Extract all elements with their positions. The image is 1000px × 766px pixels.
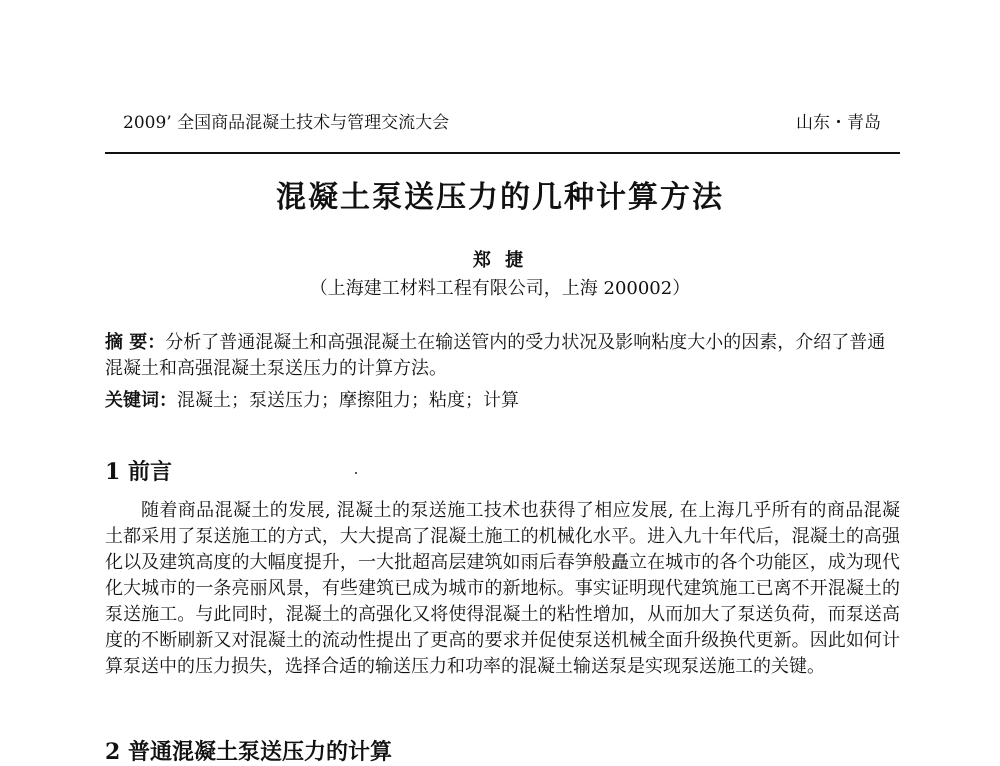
author-name: 郑 捷	[472, 250, 528, 271]
section-1-heading: 1 前言	[105, 459, 172, 485]
article-title: 混凝土泵送压力的几种计算方法	[276, 180, 724, 215]
keywords-label: 关键词：	[105, 390, 177, 411]
abstract	[105, 330, 900, 382]
scan-speck	[355, 472, 357, 474]
keywords	[105, 386, 900, 412]
abstract-label: 摘 要：	[105, 332, 166, 353]
author-affiliation: （上海建工材料工程有限公司，上海 200002）	[309, 278, 691, 299]
section-2-heading: 2 普通混凝土泵送压力的计算	[105, 739, 392, 765]
header-divider	[105, 152, 900, 154]
conference-location: 山东・青岛	[796, 113, 881, 133]
keywords-text: 混凝土；泵送压力；摩擦阻力；粘度；计算	[177, 390, 519, 411]
abstract-text: 分析了普通混凝土和高强混凝土在输送管内的受力状况及影响粘度大小的因素，介绍了普通混凝土和高强混凝土泵送压力的计算方法。	[105, 332, 886, 379]
conference-name: 2009’ 全国商品混凝土技术与管理交流大会	[123, 113, 450, 133]
section-1-paragraph: 随着商品混凝土的发展, 混凝土的泵送施工技术也获得了相应发展, 在上海几乎所有的商品混凝土都采用了泵送施工的方式，大大提高了混凝土施工的机械化水平。进入九十年代后，混凝土的高强化以及建筑高度的大幅度提升，一大批超高层建筑如雨后春笋般矗立在城市的各个功能区，成为现代化大城市的一条亮丽风景，有些建筑已成为城市的新地标。事实证明现代建筑施工已离不开混凝土的泵送施工。与此同时，混凝土的高强化又将使得混凝土的粘性增加，从而加大了泵送负荷，而泵送高度的不断刷新又对混凝土的流动性提出了更高的要求并促使泵送机械全面升级换代更新。因此如何计算泵送中的压力损失，选择合适的输送压力和功率的混凝土输送泵是实现泵送施工的关键。	[105, 500, 900, 677]
